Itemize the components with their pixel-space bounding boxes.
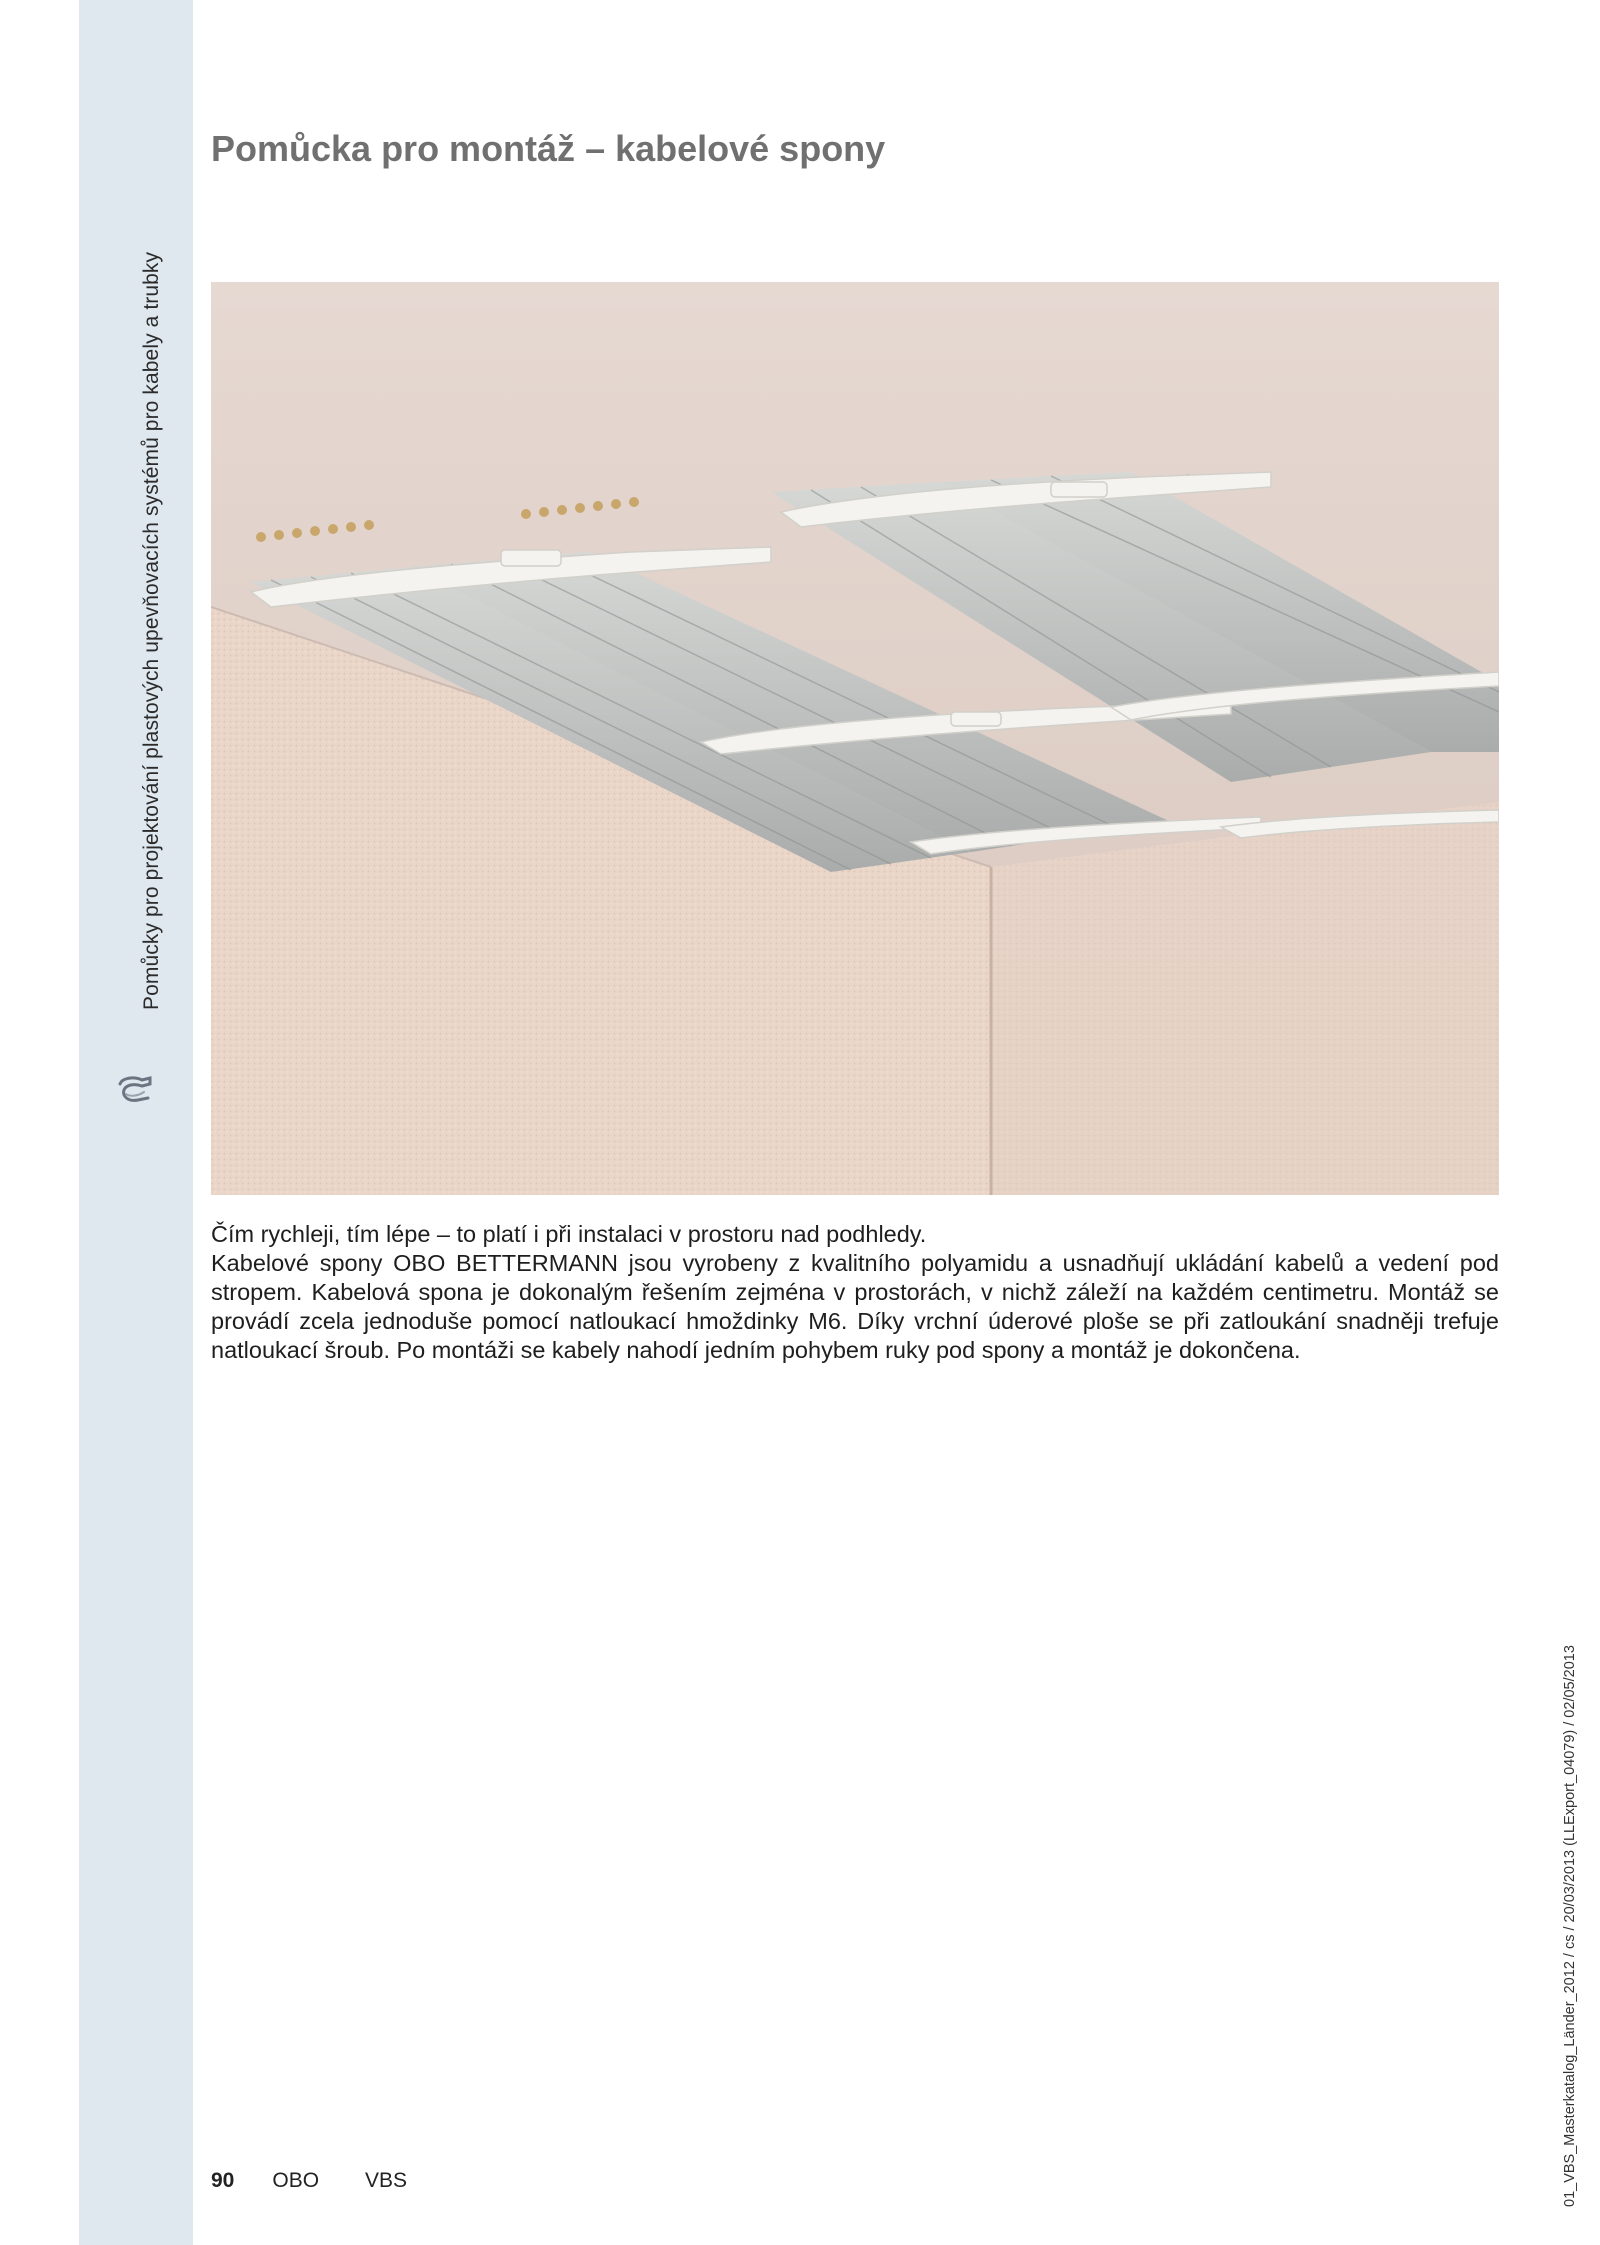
footer-series: VBS [365,2169,408,2192]
print-metadata: 01_VBS_Masterkatalog_Länder_2012 / cs / 20/03/2013 (LLExport_04079) / 02/05/2013 [1562,1645,1578,2207]
page-footer [211,2169,407,2193]
footer-brand: OBO [272,2169,320,2192]
sidebar-section-title: Pomůcky pro projektování plastových upevňovacích systémů pro kabely a trubky [140,251,163,1010]
body-paragraph: Kabelové spony OBO BETTERMANN jsou vyrobeny z kvalitního polyamidu a usnadňují ukládání kabelů a vedení pod stropem. Kabelová spona je dokonalým řešením zejména v prostorách, v nichž záleží na každém centimetru. Montáž se provádí zcela jednoduše pomocí natloukací hmoždinky M6. Díky vrchní úderové ploše se při zatloukání snadněji trefuje natloukací šroub. Po montáži se kabely nahodí jedním pohybem ruky pod spony a montáž je dokončena. [211,1250,1499,1363]
body-text [211,1220,1499,1365]
clip-icon [112,1070,158,1110]
ceiling-cable-clips-photo [211,282,1499,1195]
sidebar-strip [79,0,193,2245]
body-intro-line: Čím rychleji, tím lépe – to platí i při instalaci v prostoru nad podhledy. [211,1221,927,1247]
page-title: Pomůcka pro montáž – kabelové spony [211,128,886,169]
page-number: 90 [211,2169,235,2192]
